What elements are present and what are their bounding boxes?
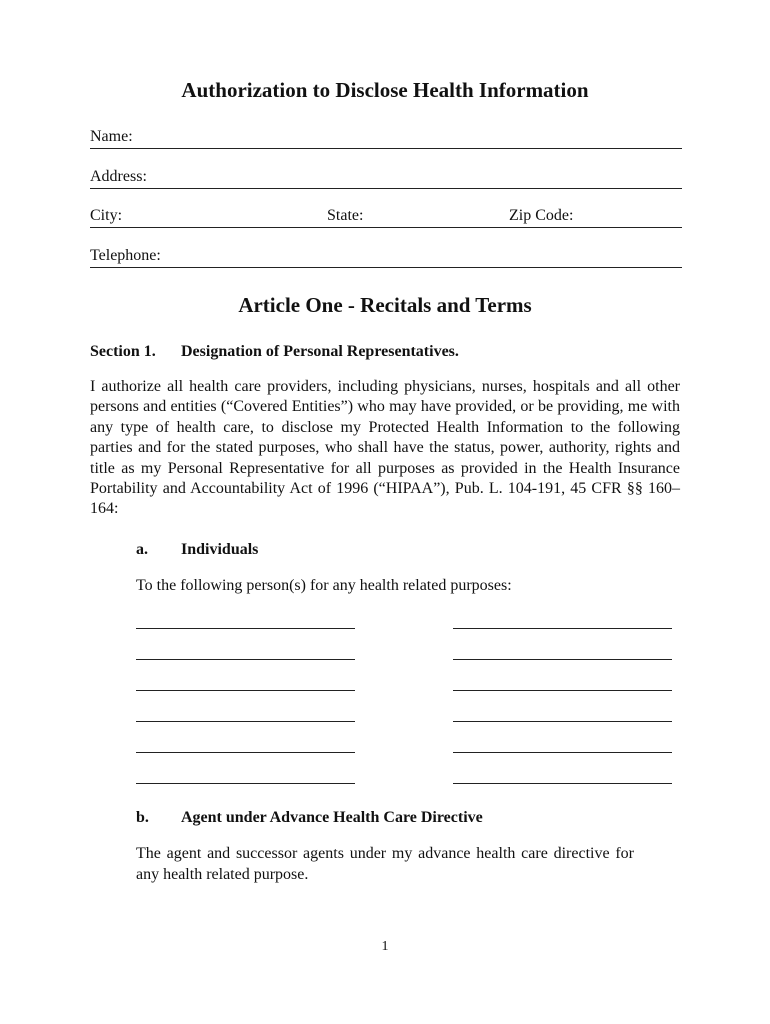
telephone-label: Telephone: xyxy=(90,247,161,264)
individual-blank-line[interactable] xyxy=(453,721,672,722)
city-label: City: xyxy=(90,207,123,224)
individual-blank-line[interactable] xyxy=(453,659,672,660)
address-label: Address: xyxy=(90,168,147,185)
section-title: Designation of Personal Representatives. xyxy=(181,343,459,360)
individual-blank-line[interactable] xyxy=(136,659,355,660)
zip-code-label: Zip Code: xyxy=(509,207,574,224)
telephone-field[interactable] xyxy=(90,245,682,268)
city-state-zip-field[interactable] xyxy=(90,205,682,228)
individual-blank-line[interactable] xyxy=(453,690,672,691)
name-label: Name: xyxy=(90,128,133,145)
individual-blank-line[interactable] xyxy=(136,690,355,691)
subsection-a-letter: a. xyxy=(136,541,148,558)
individual-blank-line[interactable] xyxy=(136,752,355,753)
individual-blank-line[interactable] xyxy=(136,628,355,629)
address-field[interactable] xyxy=(90,166,682,189)
section-body-paragraph: I authorize all health care providers, including physicians, nurses, hospitals and all other persons and entities (“Covered Entities”) who may have provided, or be providing, me with any type of health care, to disclose my Protected Health Information to the following parties and for the stated purposes, who shall have the status, power, authority, rights and title as my Personal Representative for all purposes as provided in the Health Insurance Portability and Accountability Act of 1996 (“HIPAA”), Pub. L. 104-191, 45 CFR §§ 160–164: xyxy=(90,378,680,518)
subsection-b-title: Agent under Advance Health Care Directive xyxy=(181,809,483,826)
individual-blank-line[interactable] xyxy=(453,628,672,629)
subsection-a-text: To the following person(s) for any health related purposes: xyxy=(136,577,512,594)
section-number: Section 1. xyxy=(90,343,156,360)
subsection-a-title: Individuals xyxy=(181,541,259,558)
state-label: State: xyxy=(327,207,364,224)
subsection-b-letter: b. xyxy=(136,809,149,826)
page-number: 1 xyxy=(381,939,389,954)
individual-blank-line[interactable] xyxy=(453,783,672,784)
individual-blank-line[interactable] xyxy=(453,752,672,753)
document-title: Authorization to Disclose Health Information xyxy=(181,78,589,102)
name-field[interactable] xyxy=(90,126,682,149)
article-title: Article One - Recitals and Terms xyxy=(238,293,532,317)
individual-blank-line[interactable] xyxy=(136,783,355,784)
subsection-b-text: The agent and successor agents under my advance health care directive for any health related purpose. xyxy=(136,845,634,883)
individual-blank-line[interactable] xyxy=(136,721,355,722)
